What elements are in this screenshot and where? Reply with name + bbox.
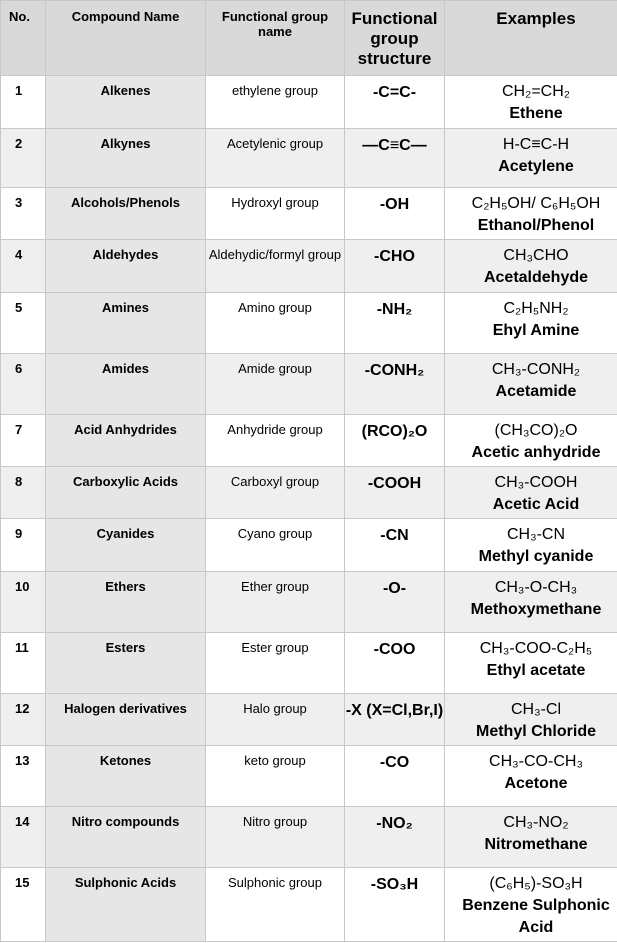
compound-name: Aldehydes [46,240,206,293]
example-cell [445,240,617,293]
row-number: 4 [1,240,46,293]
example-cell [445,188,617,240]
functional-group-name: ethylene group [206,76,345,129]
example-cell [445,807,617,868]
example-compound: Benzene Sulphonic Acid [462,897,610,936]
row-number: 3 [1,188,46,240]
compound-name: Ketones [46,746,206,807]
functional-group-structure: -NO₂ [345,807,445,868]
functional-group-structure: -C=C- [345,76,445,129]
table-row [1,129,617,188]
compound-name: Sulphonic Acids [46,868,206,942]
example-formula: CH₃-CN [506,526,566,543]
header-no: No. [1,1,46,76]
table-body [1,76,617,942]
example-cell [445,519,617,572]
example-cell [445,868,617,942]
functional-group-structure: —C≡C— [345,129,445,188]
example-cell [445,572,617,633]
example-cell [445,694,617,746]
header-group-name: Functional group name [206,1,345,76]
row-number: 5 [1,293,46,354]
row-number: 9 [1,519,46,572]
table-row [1,354,617,415]
functional-group-structure: (RCO)₂O [345,415,445,467]
compound-name: Alkynes [46,129,206,188]
compound-name: Esters [46,633,206,694]
row-number: 2 [1,129,46,188]
functional-group-name: Amide group [206,354,345,415]
row-number: 15 [1,868,46,942]
example-compound: Methyl cyanide [478,548,594,565]
functional-group-name: Acetylenic group [206,129,345,188]
compound-name: Cyanides [46,519,206,572]
example-formula: CH₃-O-CH₃ [494,579,578,596]
example-compound: Ethyl acetate [486,662,586,679]
functional-group-name: Halo group [206,694,345,746]
row-number: 8 [1,467,46,519]
example-cell [445,467,617,519]
example-formula: CH₃-CO-CH₃ [489,753,583,770]
example-compound: Acetic anhydride [471,444,601,461]
functional-group-name: Nitro group [206,807,345,868]
functional-group-structure: -COO [345,633,445,694]
header-examples: Examples [445,1,617,76]
functional-group-name: Carboxyl group [206,467,345,519]
compound-name: Alkenes [46,76,206,129]
functional-group-structure: -NH₂ [345,293,445,354]
example-cell [445,415,617,467]
table-row [1,415,617,467]
functional-group-name: Ester group [206,633,345,694]
table-row [1,746,617,807]
example-formula: CH₃-NO₂ [503,814,569,831]
functional-group-structure: -O- [345,572,445,633]
table-row [1,807,617,868]
functional-group-name: keto group [206,746,345,807]
compound-name: Halogen derivatives [46,694,206,746]
compound-name: Carboxylic Acids [46,467,206,519]
compound-name: Ethers [46,572,206,633]
compound-name: Amines [46,293,206,354]
table-row [1,519,617,572]
row-number: 12 [1,694,46,746]
table-row [1,694,617,746]
functional-group-structure: -X (X=Cl,Br,I) [345,694,445,746]
example-compound: Nitromethane [484,836,588,853]
functional-group-structure: -CN [345,519,445,572]
example-cell [445,354,617,415]
table-row [1,633,617,694]
example-compound: Acetic Acid [492,496,580,513]
example-formula: (C₆H₅)-SO₃H [489,875,583,892]
table-row [1,467,617,519]
example-formula: CH₃-Cl [510,701,562,718]
functional-group-name: Aldehydic/formyl group [206,240,345,293]
functional-group-name: Cyano group [206,519,345,572]
example-formula: CH₃-CONH₂ [491,361,581,378]
compound-name: Nitro compounds [46,807,206,868]
table-row [1,188,617,240]
row-number: 14 [1,807,46,868]
example-formula: C₂H₅NH₂ [503,300,569,317]
row-number: 6 [1,354,46,415]
compound-name: Amides [46,354,206,415]
example-compound: Methyl Chloride [475,723,596,740]
functional-group-name: Amino group [206,293,345,354]
functional-group-structure: -CO [345,746,445,807]
table-row [1,572,617,633]
compound-name: Acid Anhydrides [46,415,206,467]
header-row [1,1,617,76]
example-cell [445,129,617,188]
functional-group-structure: -COOH [345,467,445,519]
header-compound-name: Compound Name [46,1,206,76]
functional-group-structure: -OH [345,188,445,240]
functional-group-name: Ether group [206,572,345,633]
table-row [1,868,617,942]
example-cell [445,76,617,129]
example-formula: CH₃CHO [503,247,569,264]
functional-group-structure: -CONH₂ [345,354,445,415]
table-row [1,240,617,293]
functional-group-name: Hydroxyl group [206,188,345,240]
example-compound: Methoxymethane [470,601,602,618]
functional-group-structure: -CHO [345,240,445,293]
example-formula: H-C≡C-H [502,136,570,153]
header-group-structure: Functional group structure [345,1,445,76]
row-number: 10 [1,572,46,633]
row-number: 11 [1,633,46,694]
example-compound: Acetone [504,775,568,792]
example-compound: Acetamide [495,383,577,400]
example-formula: C₂H₅OH/ C₆H₅OH [471,195,601,212]
table-row [1,76,617,129]
example-formula: CH₃-COO-C₂H₅ [479,640,593,657]
example-cell [445,293,617,354]
example-formula: (CH₃CO)₂O [494,422,578,439]
row-number: 1 [1,76,46,129]
example-formula: CH₂=CH₂ [502,83,570,100]
table-row [1,293,617,354]
compound-name: Alcohols/Phenols [46,188,206,240]
row-number: 7 [1,415,46,467]
example-formula: CH₃-COOH [494,474,578,491]
functional-group-name: Anhydride group [206,415,345,467]
example-compound: Ethanol/Phenol [477,217,595,234]
example-cell [445,746,617,807]
example-compound: Ehyl Amine [492,322,580,339]
functional-group-name: Sulphonic group [206,868,345,942]
example-compound: Ethene [509,105,563,122]
row-number: 13 [1,746,46,807]
functional-group-structure: -SO₃H [345,868,445,942]
example-compound: Acetaldehyde [483,269,589,286]
example-cell [445,633,617,694]
example-compound: Acetylene [498,158,574,175]
